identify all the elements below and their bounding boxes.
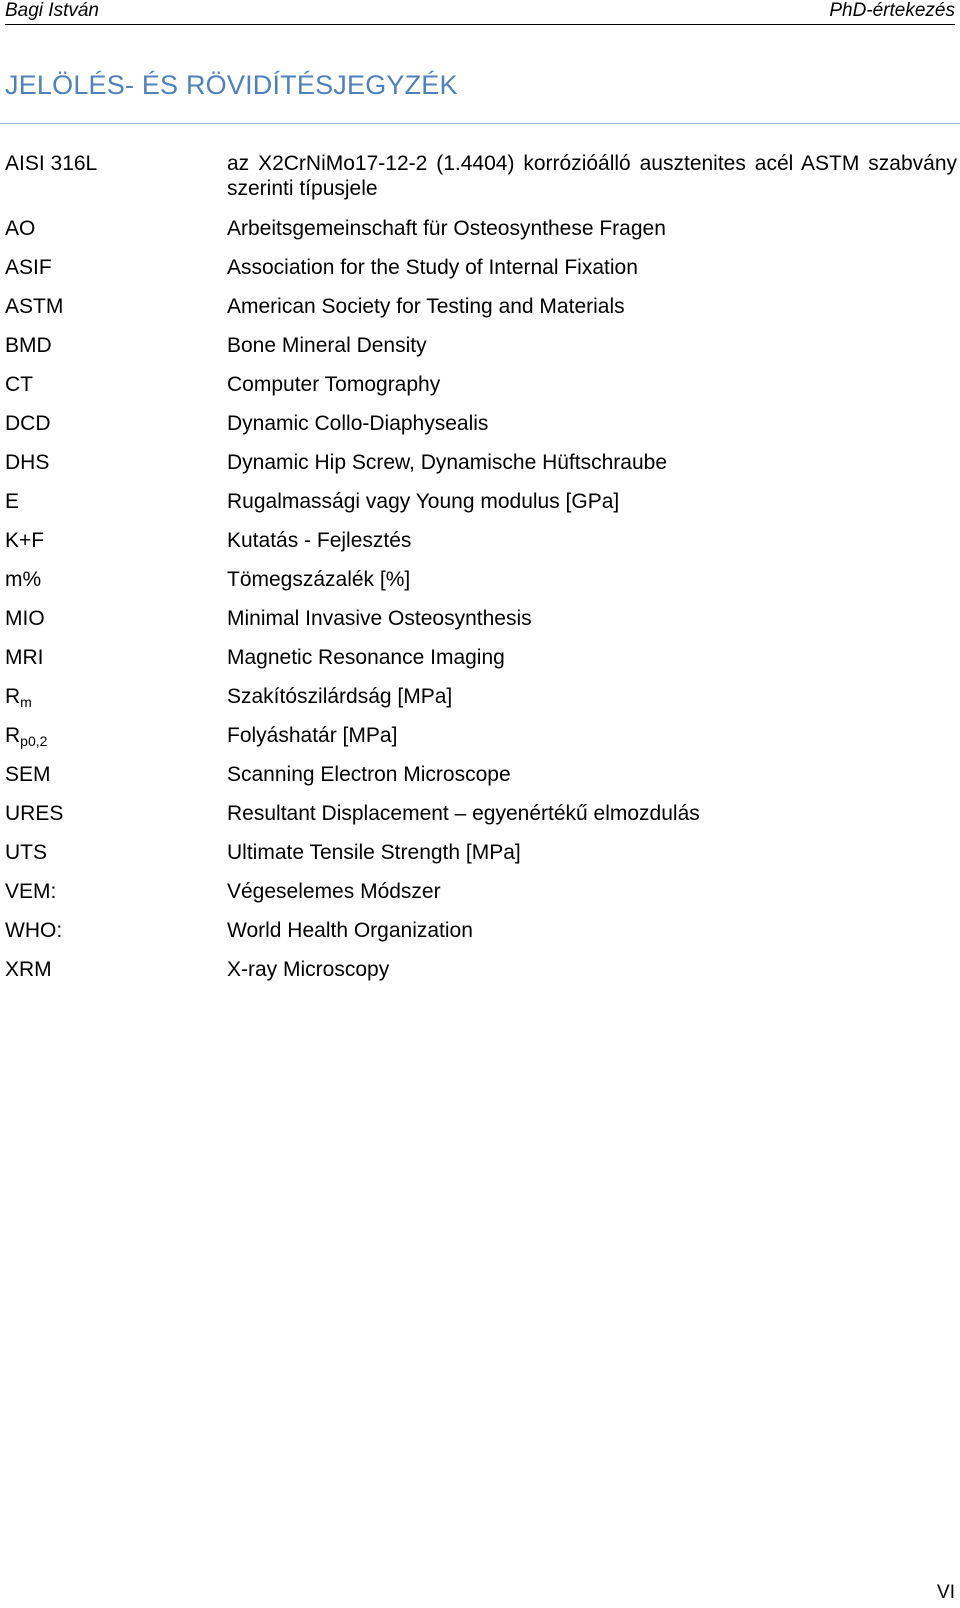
abbreviation-definition: Computer Tomography [227,373,441,396]
abbreviation-definition: Folyáshatár [MPa] [227,724,398,747]
abbreviation-row [5,684,955,723]
abbreviation-term-text: DHS [5,451,50,474]
title-divider [0,123,960,124]
abbreviation-term [5,567,41,592]
abbreviation-term-text: ASTM [5,295,64,318]
page-header [5,0,955,25]
page-number: VI [937,1582,955,1603]
abbreviation-term-text: MRI [5,646,44,669]
abbreviation-term [5,333,52,358]
abbreviation-row [5,723,955,762]
abbreviation-definition: Bone Mineral Density [227,334,427,357]
abbreviation-row [5,645,955,684]
abbreviation-term-text: CT [5,373,33,396]
abbreviation-definition: Végeselemes Módszer [227,880,441,903]
abbreviation-term [5,918,62,943]
abbreviation-term-text: ASIF [5,256,52,279]
abbreviation-row [5,801,955,840]
page-title: JELÖLÉS- ÉS RÖVIDÍTÉSJEGYZÉK [5,70,458,100]
abbreviation-row [5,567,955,606]
abbreviation-row [5,216,955,255]
abbreviation-definition: Rugalmassági vagy Young modulus [GPa] [227,490,620,513]
abbreviation-term-text: E [5,490,20,513]
abbreviation-term-text: MIO [5,607,45,630]
abbreviation-term-text: R [5,685,21,708]
abbreviation-term [5,840,47,865]
abbreviation-term [5,645,44,670]
abbreviation-term [5,957,52,982]
abbreviation-row [5,294,955,333]
abbreviation-definition: Szakítószilárdság [MPa] [227,685,453,708]
header-doc-type: PhD-értekezés [829,0,955,21]
abbreviation-definition: Resultant Displacement – egyenértékű elmozdulás [227,802,700,825]
abbreviation-term-text: BMD [5,334,52,357]
abbreviation-definition: Dynamic Hip Screw, Dynamische Hüftschraube [227,451,667,474]
abbreviation-definition: Ultimate Tensile Strength [MPa] [227,841,521,864]
abbreviation-definition: Dynamic Collo-Diaphysealis [227,412,489,435]
abbreviation-row [5,879,955,918]
abbreviation-term-text: AISI 316L [5,152,98,175]
abbreviation-term [5,684,32,709]
abbreviation-definition: Arbeitsgemeinschaft für Osteosynthese Fragen [227,217,666,240]
abbreviation-term-text: AO [5,217,36,240]
abbreviation-definition: X-ray Microscopy [227,958,390,981]
abbreviation-term [5,723,47,748]
abbreviation-row [5,606,955,645]
abbreviation-term [5,151,97,176]
abbreviation-definition: az X2CrNiMo17-12-2 (1.4404) korrózióálló ausztenites acél ASTM szabvány szerinti típusjele [227,152,957,200]
abbreviation-term [5,489,19,514]
abbreviation-definition: American Society for Testing and Materials [227,295,625,318]
abbreviation-term [5,450,49,475]
abbreviation-definition: Tömegszázalék [%] [227,568,411,591]
abbreviation-term-subscript: p0,2 [20,733,48,749]
abbreviation-row [5,957,955,996]
abbreviation-term-text: URES [5,802,64,825]
abbreviation-term-text: XRM [5,958,52,981]
abbreviation-list [5,151,955,996]
abbreviation-definition: Scanning Electron Microscope [227,763,511,786]
abbreviation-term [5,294,63,319]
abbreviation-definition: Kutatás - Fejlesztés [227,529,412,552]
abbreviation-definition: Magnetic Resonance Imaging [227,646,505,669]
abbreviation-row [5,528,955,567]
abbreviation-row [5,450,955,489]
abbreviation-definition: Association for the Study of Internal Fixation [227,256,638,279]
abbreviation-row [5,411,955,450]
abbreviation-term-subscript: m [20,694,32,710]
abbreviation-term-text: m% [5,568,42,591]
header-author: Bagi István [5,0,99,21]
abbreviation-term [5,762,51,787]
abbreviation-term-text: DCD [5,412,51,435]
abbreviation-term-text: UTS [5,841,47,864]
abbreviation-row [5,489,955,528]
abbreviation-row [5,372,955,411]
abbreviation-row [5,151,955,216]
abbreviation-term-text: K+F [5,529,45,552]
abbreviation-term [5,801,63,826]
abbreviation-term [5,216,35,241]
abbreviation-row [5,333,955,372]
abbreviation-term [5,606,45,631]
abbreviation-term [5,879,56,904]
abbreviation-term [5,528,44,553]
abbreviation-row [5,255,955,294]
abbreviation-term [5,255,52,280]
abbreviation-definition: World Health Organization [227,919,473,942]
abbreviation-row [5,762,955,801]
abbreviation-term [5,372,33,397]
abbreviation-term-text: WHO: [5,919,63,942]
abbreviation-term-text: SEM [5,763,51,786]
abbreviation-term-text: VEM: [5,880,57,903]
abbreviation-definition: Minimal Invasive Osteosynthesis [227,607,532,630]
abbreviation-term-text: R [5,724,21,747]
abbreviation-row [5,918,955,957]
abbreviation-term [5,411,51,436]
abbreviation-row [5,840,955,879]
